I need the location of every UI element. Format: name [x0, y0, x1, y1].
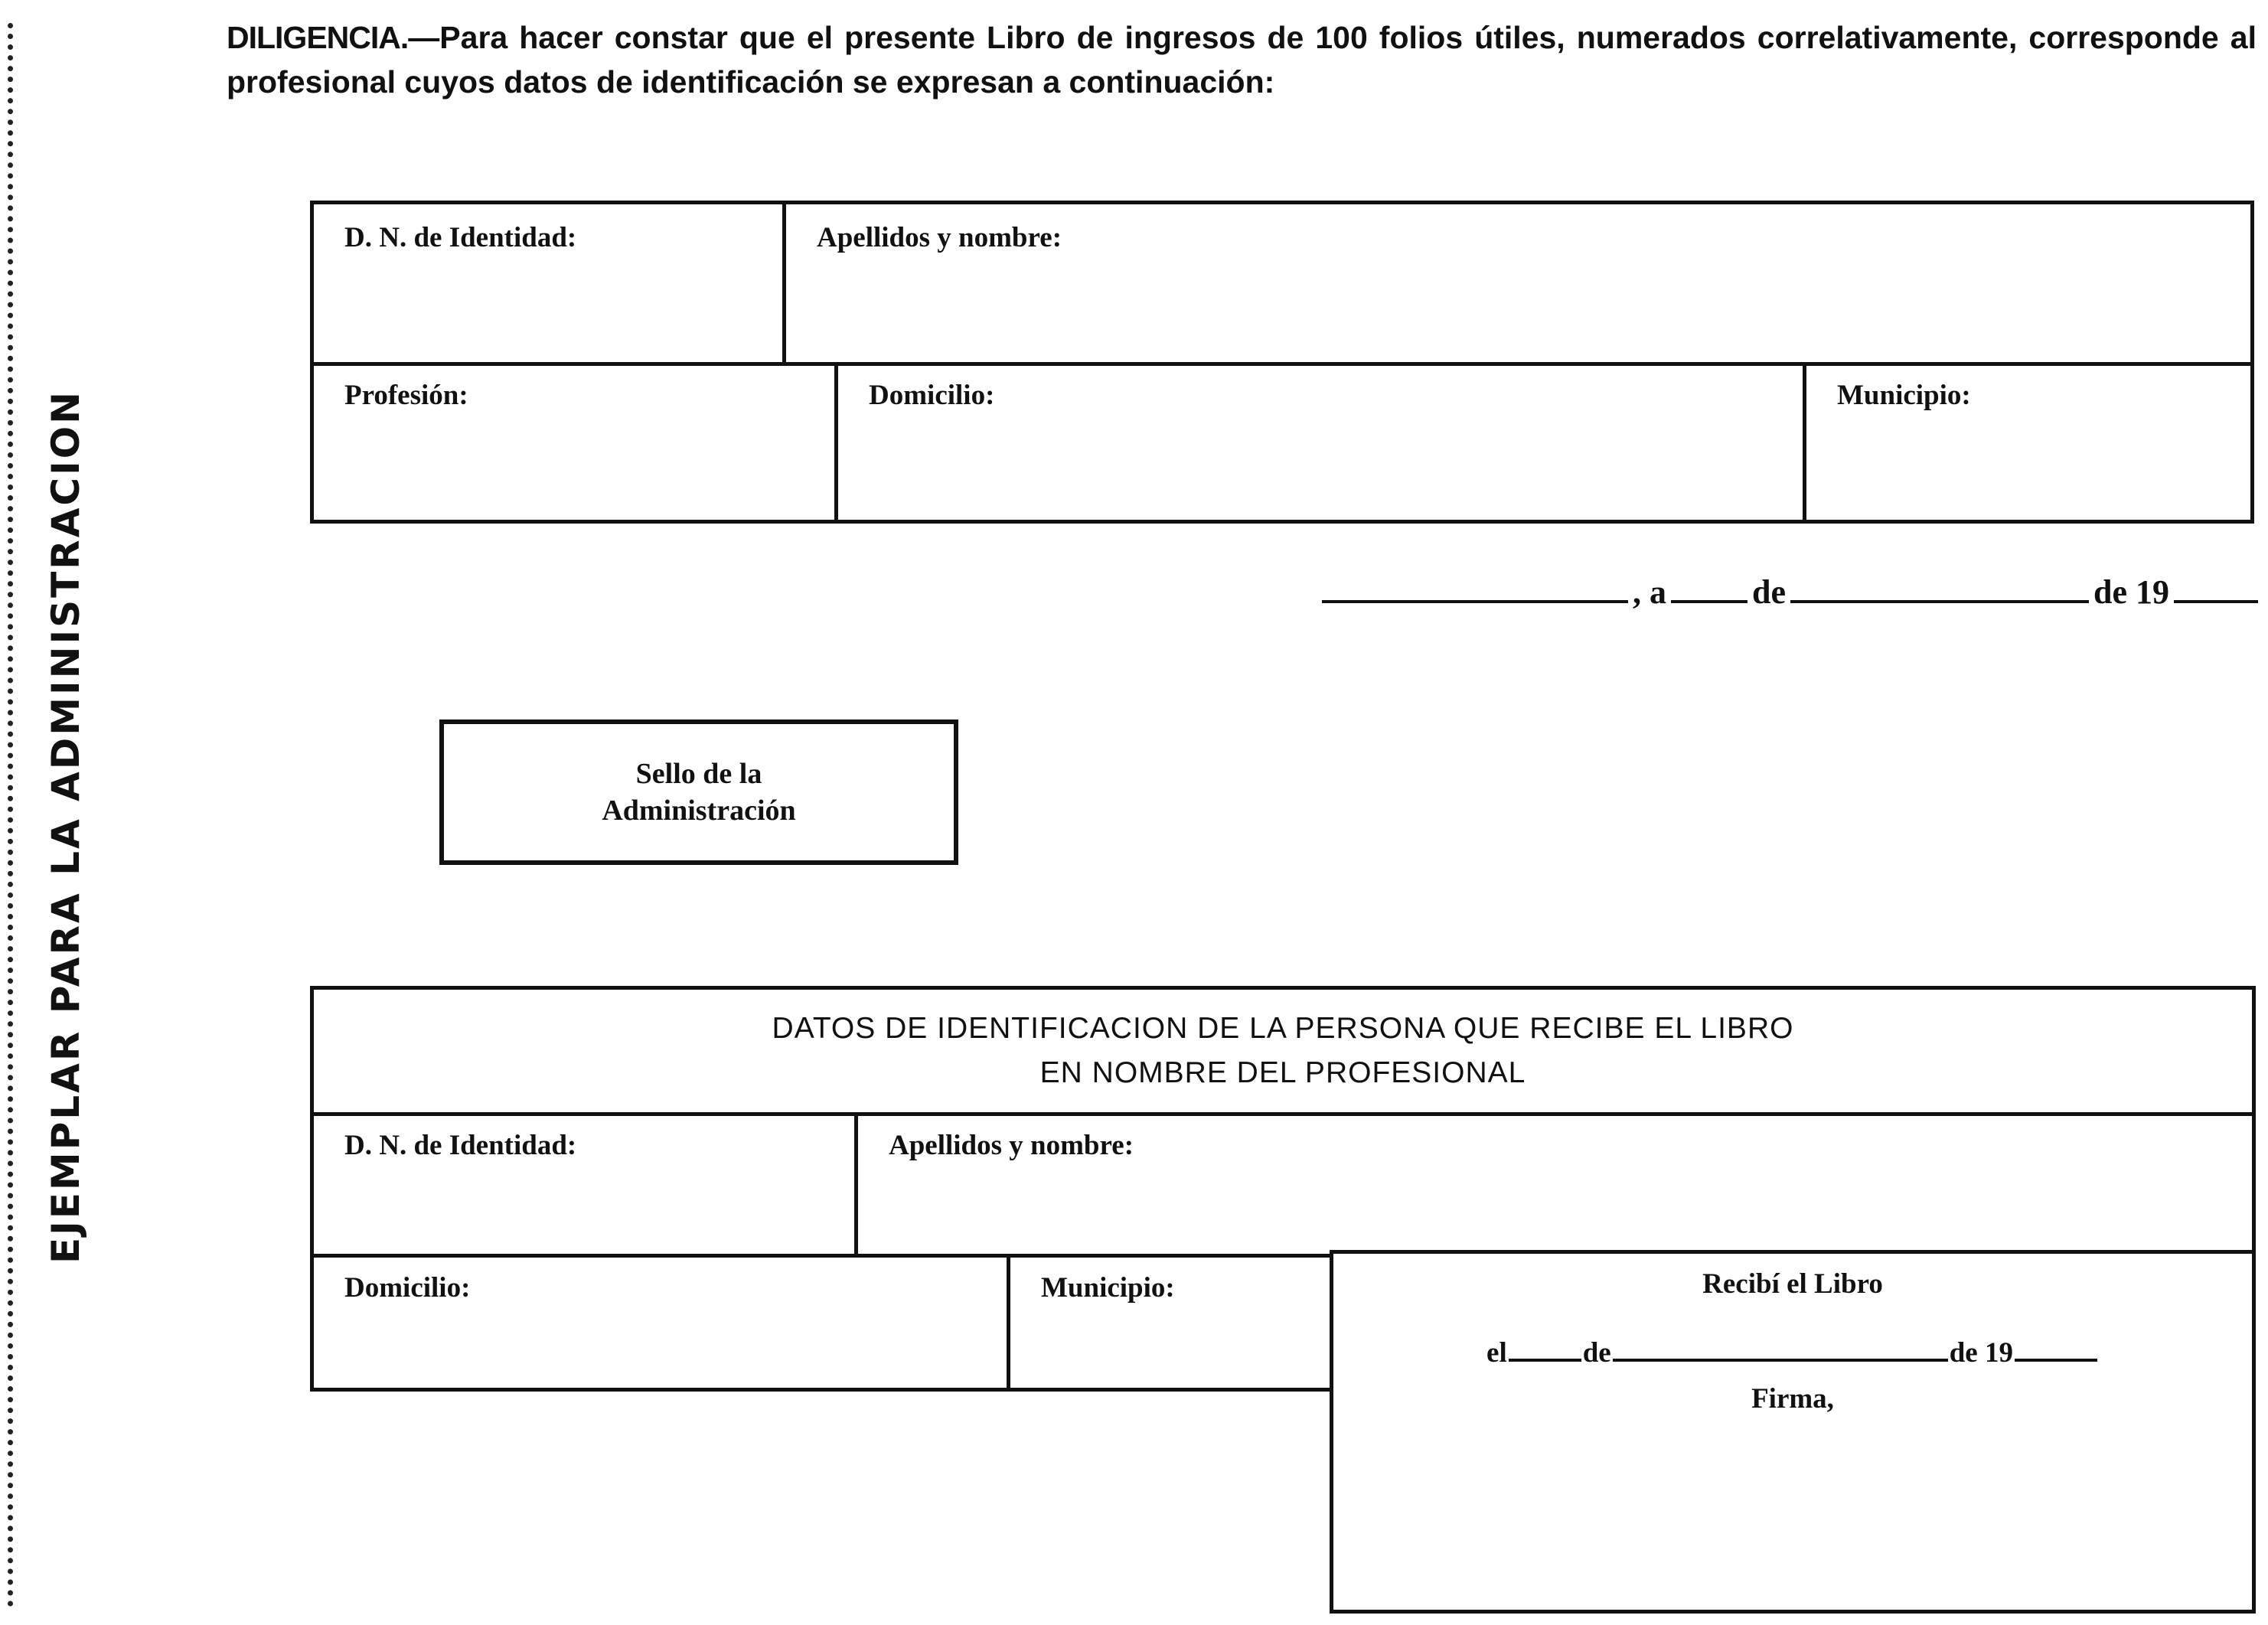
receipt-date-line: [1333, 1336, 2252, 1369]
recipient-municipio-label: Municipio:: [1041, 1272, 1175, 1304]
receipt-de19-text: de 19: [1949, 1337, 2013, 1369]
recipient-domicilio-field[interactable]: [314, 1254, 1003, 1384]
signature-area[interactable]: [1349, 1430, 2237, 1594]
date-line: [1255, 573, 2258, 612]
receipt-month-blank[interactable]: [1613, 1359, 1948, 1362]
recipient-form-header: [314, 1007, 2252, 1095]
receipt-box: [1330, 1250, 2256, 1614]
firma-label: Firma,: [1751, 1383, 1834, 1415]
day-blank[interactable]: [1671, 600, 1748, 603]
dni-label: D. N. de Identidad:: [344, 222, 577, 253]
name-field[interactable]: [782, 204, 2250, 362]
intro-text: —Para hacer constar que el presente Libro de ingresos de 100 folios útiles, numerados correlativamente, corresponde al profesional cuyos datos de identificación se expresan a continuación:: [227, 20, 2257, 100]
domicilio-field[interactable]: [834, 366, 1803, 520]
recipient-dni-label: D. N. de Identidad:: [344, 1130, 577, 1161]
date-de19-text: de 19: [2093, 573, 2169, 611]
name-label: Apellidos y nombre:: [817, 222, 1062, 253]
recipient-name-field[interactable]: [854, 1116, 2252, 1254]
stamp-line-2: Administración: [602, 795, 796, 827]
stamp-box: [439, 720, 958, 865]
date-a-text: , a: [1633, 573, 1666, 611]
profesion-field[interactable]: [314, 362, 831, 516]
recibi-label: Recibí el Libro: [1702, 1268, 1883, 1300]
header-line-2: EN NOMBRE DEL PROFESIONAL: [1039, 1056, 1526, 1089]
profesion-label: Profesión:: [344, 380, 468, 411]
receipt-el-text: el: [1486, 1337, 1507, 1369]
year-blank[interactable]: [2174, 600, 2258, 603]
recipient-name-label: Apellidos y nombre:: [889, 1130, 1134, 1161]
recipient-dni-field[interactable]: [314, 1112, 850, 1250]
recipient-domicilio-label: Domicilio:: [344, 1272, 471, 1304]
domicilio-label: Domicilio:: [869, 380, 995, 411]
intro-lead: DILIGENCIA.: [227, 20, 409, 55]
municipio-field[interactable]: [1803, 366, 2250, 520]
side-label: EJEMPLAR PARA LA ADMINISTRACION: [44, 389, 88, 1264]
dotted-cut-line: [8, 23, 13, 1607]
place-blank[interactable]: [1322, 600, 1628, 603]
recipient-municipio-field[interactable]: [1007, 1258, 1333, 1388]
intro-paragraph: [227, 15, 2257, 104]
receipt-day-blank[interactable]: [1509, 1359, 1581, 1362]
month-blank[interactable]: [1790, 600, 2089, 603]
header-line-1: DATOS DE IDENTIFICACION DE LA PERSONA QUE RECIBE EL LIBRO: [772, 1012, 1794, 1045]
dni-field[interactable]: [314, 204, 778, 358]
municipio-label: Municipio:: [1837, 380, 1971, 411]
stamp-line-1: Sello de la: [635, 758, 762, 790]
receipt-de-text: de: [1582, 1337, 1611, 1369]
receipt-year-blank[interactable]: [2015, 1359, 2097, 1362]
date-de-text: de: [1752, 573, 1786, 611]
